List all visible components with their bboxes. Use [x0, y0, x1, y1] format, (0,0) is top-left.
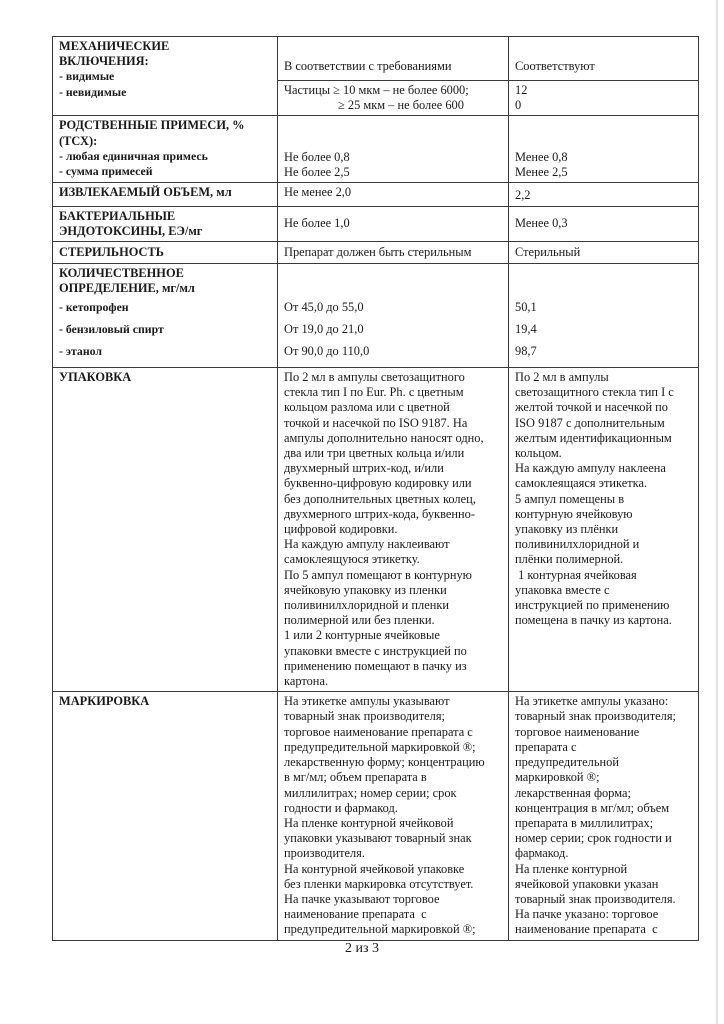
endotoxins-label [53, 206, 278, 241]
text-line: По 2 мл в ампулы светозащитного [284, 370, 465, 385]
item-sum: - сумма примесей [59, 164, 153, 179]
text-line: стекла тип I по Eur. Ph. с цветным [284, 385, 464, 400]
result-line: 19,4 [515, 322, 537, 337]
text-line: маркировкой ®; [515, 770, 600, 785]
text-line: препарата с [515, 739, 577, 754]
page-number: 2 из 3 [344, 941, 380, 956]
item-single: - любая единичная примесь [59, 148, 208, 163]
mechanical-label [53, 37, 278, 116]
item-visible: - видимые [59, 69, 115, 84]
text-line: ячейковой упаковки указан [515, 876, 659, 891]
result-line: Менее 2,5 [515, 165, 568, 180]
heading-line: БАКТЕРИАЛЬНЫЕ [59, 208, 176, 223]
text-line: годности и фармакод. [284, 800, 398, 815]
volume-norm [278, 183, 509, 206]
text-line: фармакод. [515, 846, 569, 861]
text-line: торговое наименование [515, 724, 640, 739]
norm-line: Не более 2,5 [284, 165, 350, 180]
text-line: На пленке контурной [515, 861, 628, 876]
mechanical-invisible-norm [278, 81, 509, 116]
text-line: контурную ячейковую [515, 506, 633, 521]
text-line: кольцом разлома или с цветной [284, 400, 450, 415]
text-line: применению помещают в пачку из [284, 658, 467, 673]
text-line: торговое наименование препарата с [284, 724, 473, 739]
text-line: желтым идентификационным [515, 430, 672, 445]
assay-result [509, 264, 699, 368]
text-line: без дополнительных цветных колец, [284, 491, 476, 506]
norm-line: От 90,0 до 110,0 [284, 344, 370, 359]
labeling-result [509, 692, 699, 940]
endotoxins-norm [278, 206, 509, 241]
norm-line: От 19,0 до 21,0 [284, 322, 364, 337]
norm-text: В соответствии с требованиями [284, 58, 452, 73]
text-line: упаковка вместе с [515, 582, 610, 597]
text-line: производителя. [284, 846, 365, 861]
heading-line: (ТСХ): [59, 133, 98, 148]
text-line: упаковку из плёнки [515, 522, 619, 537]
sterility-result [509, 242, 699, 264]
text-line: упаковки указывают товарный знак [284, 831, 472, 846]
labeling-label [53, 692, 278, 940]
sterility-label [53, 242, 278, 264]
row-volume [53, 183, 699, 206]
heading: УПАКОВКА [59, 370, 132, 385]
text-line: помещена в пачку из картона. [515, 613, 672, 628]
assay-norm [278, 264, 509, 368]
row-labeling [53, 692, 699, 940]
volume-result [509, 183, 699, 206]
norm-line: Не более 0,8 [284, 150, 350, 164]
result-text: Менее 0,3 [515, 216, 568, 231]
text-line: поливинилхлоридной и [515, 537, 640, 552]
heading-line: ОПРЕДЕЛЕНИЕ, мг/мл [59, 281, 195, 296]
text-line: картона. [284, 674, 329, 689]
norm-line: Частицы ≥ 10 мкм – не более 6000; [284, 83, 469, 97]
impurities-norm [278, 116, 509, 183]
specification-table [52, 36, 699, 941]
norm-line: От 45,0 до 55,0 [284, 300, 364, 315]
norm-text: Препарат должен быть стерильным [284, 244, 472, 259]
text-line: концентрация в мг/мл; объем [515, 800, 670, 815]
text-line: На контурной ячейковой упаковке [284, 861, 465, 876]
text-line: На каждую ампулу наклеена [515, 461, 666, 476]
packaging-label [53, 368, 278, 692]
text-line: На этикетке ампулы указано: [515, 694, 669, 709]
result-text: 2,2 [515, 188, 531, 203]
result-line: 12 [515, 83, 528, 97]
row-mechanical-visible [53, 37, 699, 81]
text-line: наименование препарата с [515, 922, 658, 937]
item-ethanol: - этанол [59, 344, 102, 359]
text-line: На пачке указывают торговое [284, 891, 440, 906]
result-line: 0 [515, 98, 522, 113]
text-line: самоклеящуюся этикетку. [284, 552, 420, 567]
endotoxins-result [509, 206, 699, 241]
text-line: ISO 9187 с дополнительным [515, 415, 665, 430]
impurities-label [53, 116, 278, 183]
impurities-result [509, 116, 699, 183]
text-line: 5 ампул помещены в [515, 491, 625, 506]
assay-label [53, 264, 278, 368]
text-line: На пленке контурной ячейковой [284, 815, 454, 830]
text-line: На пачке указано: торговое [515, 907, 659, 922]
row-packaging [53, 368, 699, 692]
row-endotoxins [53, 206, 699, 241]
heading: ИЗВЛЕКАЕМЫЙ ОБЪЕМ, мл [59, 185, 232, 200]
text-line: кольцом. [515, 446, 562, 461]
norm-text: Не менее 2,0 [284, 185, 352, 200]
result-line: Менее 0,8 [515, 150, 568, 164]
text-line: два или три цветных кольца и/или [284, 446, 465, 461]
row-sterility [53, 242, 699, 264]
heading-line: МЕХАНИЧЕСКИЕ [59, 39, 170, 53]
text-line: цифровой кодировки. [284, 522, 398, 537]
heading: МАРКИРОВКА [59, 694, 150, 709]
row-assay [53, 264, 699, 368]
heading-line: КОЛИЧЕСТВЕННОЕ [59, 266, 184, 281]
text-line: двухмерный штрих-код, и/или [284, 461, 444, 476]
text-line: самоклеящаяся этикетка. [515, 476, 648, 491]
text-line: двухмерного штрих-кода, буквенно- [284, 506, 475, 521]
text-line: предупредительной [515, 755, 619, 770]
text-line: предупредительной маркировкой ®; [284, 739, 476, 754]
item-benzyl-alcohol: - бензиловый спирт [59, 322, 164, 337]
text-line: плёнки полимерной. [515, 552, 624, 567]
item-invisible: - невидимые [59, 84, 127, 99]
text-line: без пленки маркировка отсутствует. [284, 876, 474, 891]
text-line: поливинилхлоридной и пленки [284, 598, 449, 613]
heading-line: ВКЛЮЧЕНИЯ: [59, 54, 149, 69]
norm-line: ≥ 25 мкм – не более 600 [338, 98, 464, 113]
text-line: полимерной или без пленки. [284, 613, 435, 628]
scan-edge [716, 0, 718, 1024]
heading-line: ЭНДОТОКСИНЫ, ЕЭ/мг [59, 223, 203, 238]
text-line: товарный знак производителя; [515, 709, 676, 724]
text-line: желтой точкой и насечкой по [515, 400, 668, 415]
text-line: ячейковую упаковку из пленки [284, 582, 447, 597]
text-line: лекарственную форму; концентрацию [284, 755, 485, 770]
volume-label [53, 183, 278, 206]
text-line: лекарственная форма; [515, 785, 631, 800]
result-line: 98,7 [515, 344, 537, 359]
text-line: миллилитрах; номер серии; срок [284, 785, 457, 800]
packaging-result [509, 368, 699, 692]
text-line: точкой и насечкой по ISO 9187. На [284, 415, 468, 430]
packaging-norm [278, 368, 509, 692]
text-line: По 5 ампул помещают в контурную [284, 567, 472, 582]
text-line: светозащитного стекла тип I с [515, 385, 674, 400]
mechanical-invisible-result [509, 81, 699, 116]
result-text: Соответствуют [515, 58, 595, 73]
text-line: По 2 мл в ампулы [515, 370, 609, 385]
result-line: 50,1 [515, 300, 537, 315]
text-line: упаковки вместе с инструкцией по [284, 643, 467, 658]
item-ketoprofen: - кетопрофен [59, 300, 129, 315]
heading-line: РОДСТВЕННЫЕ ПРИМЕСИ, % [59, 118, 245, 133]
text-line: препарата в миллилитрах; [515, 815, 654, 830]
text-line: буквенно-цифровую кодировку или [284, 476, 472, 491]
text-line: На каждую ампулу наклеивают [284, 537, 450, 552]
text-line: предупредительной маркировкой ®; [284, 922, 476, 937]
mechanical-visible-norm [278, 37, 509, 81]
text-line: 1 контурная ячейковая [515, 567, 637, 582]
text-line: 1 или 2 контурные ячейковые [284, 628, 440, 643]
text-line: товарный знак производителя. [515, 891, 676, 906]
mechanical-visible-result [509, 37, 699, 81]
text-line: ампулы дополнительно наносят одно, [284, 430, 484, 445]
sterility-norm [278, 242, 509, 264]
text-line: На этикетке ампулы указывают [284, 694, 450, 709]
text-line: в мг/мл; объем препарата в [284, 770, 427, 785]
heading: СТЕРИЛЬНОСТЬ [59, 244, 164, 259]
text-line: номер серии; срок годности и [515, 831, 672, 846]
norm-text: Не более 1,0 [284, 216, 350, 231]
text-line: наименование препарата с [284, 907, 427, 922]
labeling-norm [278, 692, 509, 940]
result-text: Стерильный [515, 244, 581, 259]
row-impurities [53, 116, 699, 183]
text-line: товарный знак производителя; [284, 709, 445, 724]
text-line: инструкцией по применению [515, 598, 670, 613]
